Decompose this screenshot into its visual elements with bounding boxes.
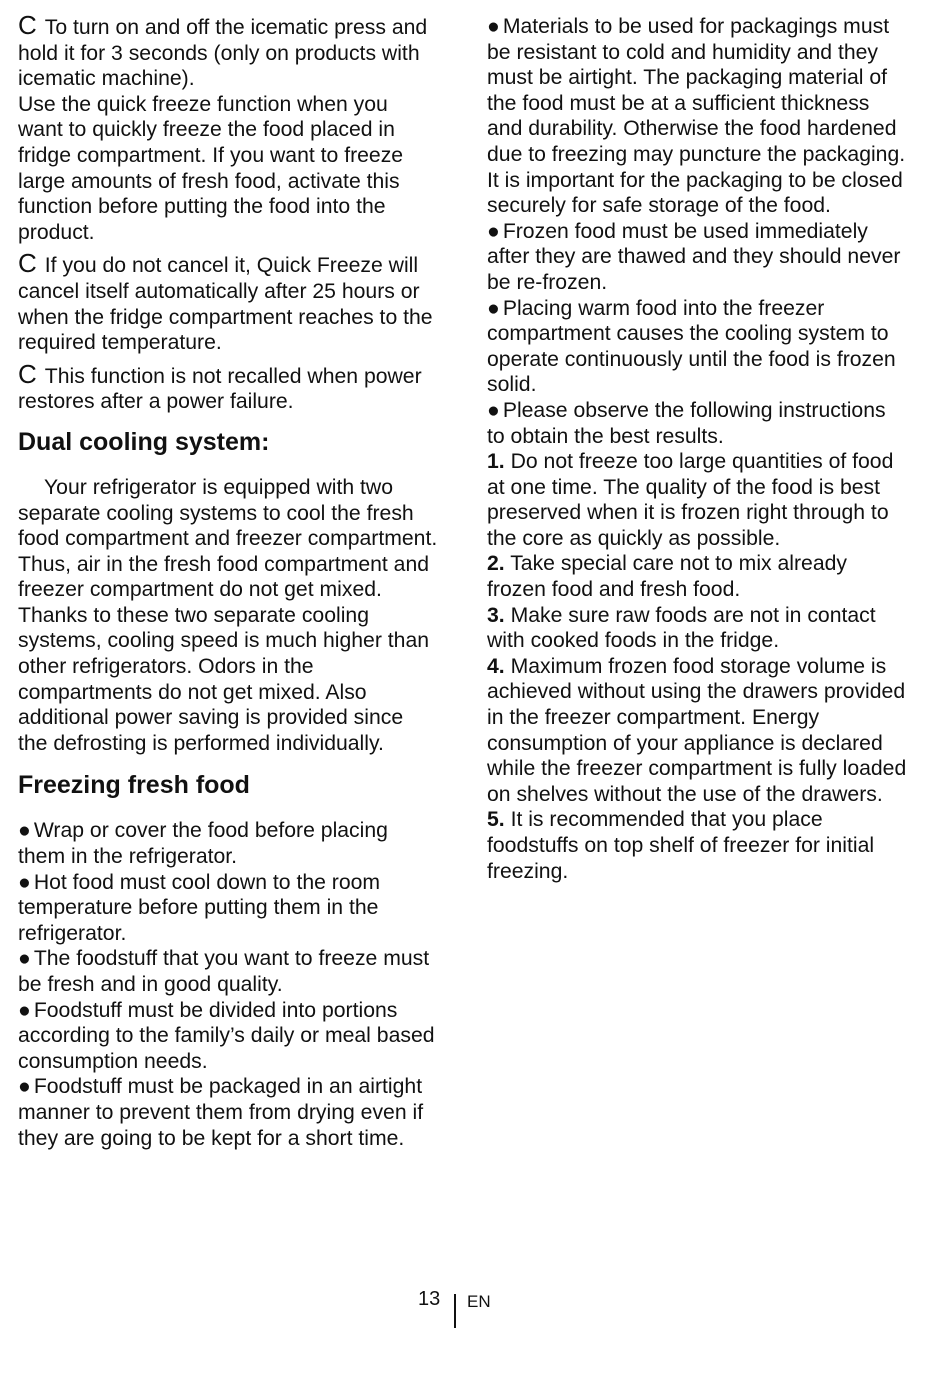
numbered-step bbox=[487, 603, 907, 654]
step-number: 4. bbox=[487, 654, 505, 678]
freezing-bullet bbox=[18, 870, 438, 947]
numbered-step bbox=[487, 551, 907, 602]
step-text: Make sure raw foods are not in contact with cooked foods in the fridge. bbox=[487, 603, 876, 653]
step-text: Take special care not to mix already frozen food and fresh food. bbox=[487, 552, 847, 602]
heading-freezing-fresh-food: Freezing fresh food bbox=[18, 771, 250, 800]
bullet-dot-icon: ● bbox=[487, 15, 500, 38]
note-power-failure-text: This function is not recalled when power restores after a power failure. bbox=[18, 364, 422, 414]
note-quick-freeze-cancel bbox=[18, 248, 438, 355]
heading-dual-cooling: Dual cooling system: bbox=[18, 427, 270, 456]
step-number: 5. bbox=[487, 808, 505, 832]
note-icematic-text: To turn on and off the icematic press and hold it for 3 seconds (only on products with icematic machine). bbox=[18, 16, 428, 91]
freezing-bullet-text: Wrap or cover the food before placing them in the refrigerator. bbox=[18, 819, 388, 869]
step-number: 1. bbox=[487, 450, 505, 474]
packaging-bullet-text: Please observe the following instructions to obtain the best results. bbox=[487, 398, 886, 448]
page-number: 13 bbox=[418, 1288, 441, 1310]
bullet-dot-icon: ● bbox=[487, 398, 500, 422]
numbered-step bbox=[487, 654, 907, 808]
note-c-icon: C bbox=[18, 358, 37, 389]
packaging-bullet-text: Placing warm food into the freezer compartment causes the cooling system to operate continuously until the food is frozen solid. bbox=[487, 296, 896, 397]
step-text: Do not freeze too large quantities of food at one time. The quality of the food is best preserved when it is frozen right through to the core as quickly as possible. bbox=[487, 450, 894, 550]
freezing-bullet-text: Hot food must cool down to the room temperature before putting them in the refrigerator. bbox=[18, 870, 381, 945]
step-text: It is recommended that you place foodstuffs on top shelf of freezer for initial freezing. bbox=[487, 808, 875, 883]
step-number: 3. bbox=[487, 603, 505, 627]
packaging-bullet-text: Frozen food must be used immediately after they are thawed and they should never be re-frozen. bbox=[487, 219, 901, 294]
note-icematic bbox=[18, 10, 438, 92]
page-footer bbox=[0, 1288, 950, 1328]
packaging-bullet bbox=[487, 219, 907, 296]
packaging-bullet bbox=[487, 398, 907, 449]
bullet-dot-icon: ● bbox=[18, 998, 31, 1022]
dual-cooling-paragraph-2: Thanks to these two separate cooling systems, cooling speed is much higher than other refrigerators. Odors in the compartments do not get mixed. Also additional power saving is provided since the defrosting is performed individually. bbox=[18, 603, 430, 755]
freezing-bullet bbox=[18, 1074, 438, 1151]
packaging-bullet bbox=[487, 14, 907, 219]
right-column bbox=[487, 14, 907, 884]
quick-freeze-paragraph: Use the quick freeze function when you want to quickly freeze the food placed in fridge compartment. If you want to freeze large amounts of fresh food, activate this function before putting the food into the product. bbox=[18, 92, 404, 244]
bullet-dot-icon: ● bbox=[18, 870, 31, 894]
bullet-dot-icon: ● bbox=[487, 296, 500, 320]
left-column bbox=[18, 10, 438, 1151]
numbered-step bbox=[487, 807, 907, 884]
note-c-icon: C bbox=[18, 248, 37, 279]
dual-cooling-paragraph-1: Your refrigerator is equipped with two separate cooling systems to cool the fresh food compartment and freezer compartment. Thus, air in the fresh food compartment and freezer compartment do not get mixed. bbox=[18, 475, 438, 602]
bullet-dot-icon: ● bbox=[18, 819, 31, 843]
packaging-bullet bbox=[487, 296, 907, 398]
step-number: 2. bbox=[487, 552, 505, 576]
freezing-bullet-text: Foodstuff must be divided into portions according to the family’s daily or meal based consumption needs. bbox=[18, 998, 435, 1073]
freezing-bullet-text: The foodstuff that you want to freeze must be fresh and in good quality. bbox=[18, 947, 430, 996]
freezing-bullet bbox=[18, 946, 438, 997]
note-power-failure bbox=[18, 358, 438, 415]
packaging-bullet-text: Materials to be used for packagings must be resistant to cold and humidity and they must be airtight. The packaging material of the food must be at a sufficient thickness and durability. Otherwise the food hardened due to freezing may puncture the packaging. It is important for the packaging to be closed securely for safe storage of the food. bbox=[487, 15, 906, 218]
numbered-step bbox=[487, 449, 907, 551]
bullet-dot-icon: ● bbox=[18, 947, 31, 971]
bullet-dot-icon: ● bbox=[18, 1075, 31, 1099]
freezing-bullet bbox=[18, 998, 438, 1075]
language-code: EN bbox=[467, 1292, 491, 1311]
note-c-icon: C bbox=[18, 10, 37, 40]
freezing-bullet bbox=[18, 818, 438, 869]
note-quick-freeze-cancel-text: If you do not cancel it, Quick Freeze will cancel itself automatically after 25 hours or when the fridge compartment reaches to the required temperature. bbox=[18, 254, 433, 355]
footer-divider bbox=[454, 1294, 456, 1328]
bullet-dot-icon: ● bbox=[487, 219, 500, 243]
freezing-bullet-text: Foodstuff must be packaged in an airtight manner to prevent them from drying even if they are going to be kept for a short time. bbox=[18, 1075, 424, 1150]
step-text: Maximum frozen food storage volume is achieved without using the drawers provided in the freezer compartment. Energy consumption of your appliance is declared while the freezer compartment is fully loaded on shelves without the use of the drawers. bbox=[487, 654, 907, 806]
